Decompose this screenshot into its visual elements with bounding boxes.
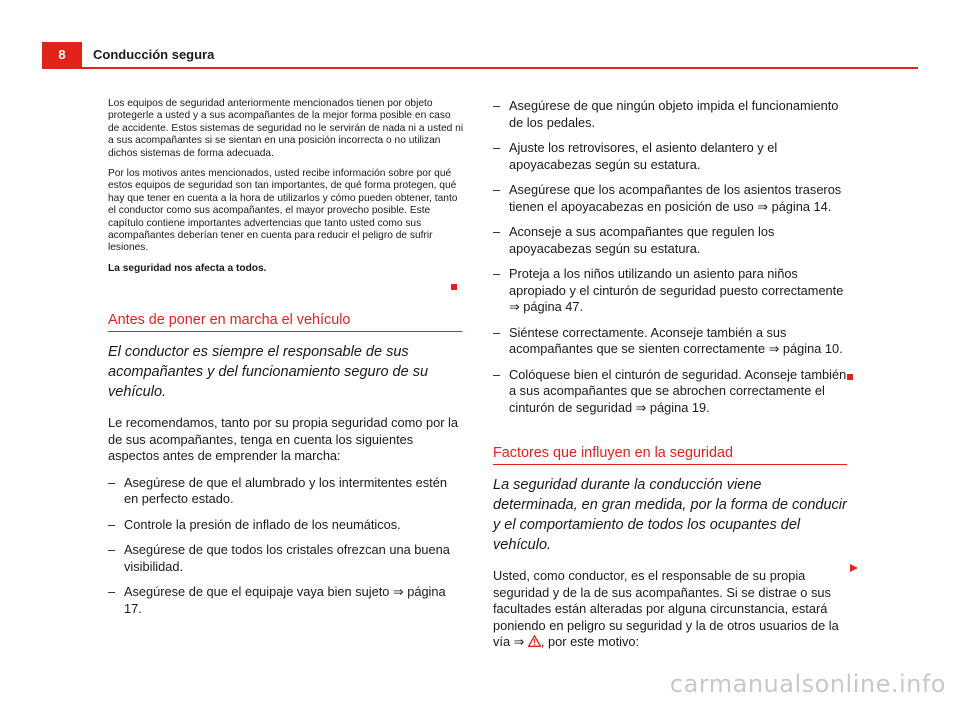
list-item: – Colóquese bien el cinturón de seguridad. Aconseje también a sus acompañantes que se abrochen correctamente el cinturón de seguridad ⇒ página 19. xyxy=(493,366,847,415)
dash-bullet: – xyxy=(493,224,501,239)
list-item: – Asegúrese de que el alumbrado y los intermitentes estén en perfecto estado. xyxy=(108,474,447,507)
list-item: – Proteja a los niños utilizando un asiento para niños apropiado y el cinturón de seguridad puesto correctamente ⇒ página 47. xyxy=(493,266,844,314)
checklist-continued xyxy=(493,98,849,416)
dash-bullet: – xyxy=(108,474,116,490)
intro-paragraph: Los equipos de seguridad anteriormente mencionados tienen por objeto protegerle a usted y a sus acompañantes de la mejor forma posible en caso de accidente. Estos sistemas de seguridad no le servirán de nada ni a usted ni a sus acompañantes si se sientan en una posición incorrecta o no utilizan dichos sistemas de forma adecuada. xyxy=(108,98,464,159)
warning-triangle-icon[interactable] xyxy=(528,635,541,652)
dash-bullet: – xyxy=(108,584,116,600)
section-body: Usted, como conductor, es el responsable de su propia seguridad y de la de sus acompañantes. Si se distrae o sus facultades están alteradas por alguna circunstancia, estará poniendo en peligro su seguridad y la de otros usuarios de la vía ⇒ , por este motivo: xyxy=(493,568,849,652)
section-lead: La seguridad durante la conducción viene determinada, en gran medida, por la forma de conducir y el comportamiento de todos los ocupantes del vehículo. xyxy=(493,477,847,553)
list-item: – Controle la presión de inflado de los neumáticos. xyxy=(108,516,401,532)
list-item: – Asegúrese de que ningún objeto impida el funcionamiento de los pedales. xyxy=(493,98,839,130)
chapter-title: Conducción segura xyxy=(93,47,215,62)
section-end-square-icon xyxy=(847,374,853,380)
dash-bullet: – xyxy=(493,324,501,340)
watermark: carmanualsonline.info xyxy=(669,670,946,698)
section-heading-antes: Antes de poner en marcha el vehículo xyxy=(108,312,462,332)
header-rule xyxy=(42,67,918,69)
dash-bullet: – xyxy=(493,266,501,281)
right-column xyxy=(493,98,849,652)
section-end-square-icon xyxy=(451,284,457,290)
checklist-before-driving xyxy=(108,475,464,618)
page-number: 8 xyxy=(42,42,82,67)
section-heading-factores: Factores que influyen en la seguridad xyxy=(493,445,847,465)
section-body: Le recomendamos, tanto por su propia seguridad como por la de sus acompañantes, tenga en cuenta los siguientes aspectos antes de emprender la marcha: xyxy=(108,415,458,464)
closing-statement: La seguridad nos afecta a todos. xyxy=(108,262,267,274)
list-item: – Ajuste los retrovisores, el asiento delantero y el apoyacabezas según su estatura. xyxy=(493,140,778,172)
continue-arrow-icon xyxy=(850,564,858,572)
dash-bullet: – xyxy=(108,516,116,532)
dash-bullet: – xyxy=(493,182,501,197)
list-item: – Asegúrese que los acompañantes de los asientos traseros tienen el apoyacabezas en posición de uso ⇒ página 14. xyxy=(493,182,842,214)
dash-bullet: – xyxy=(493,98,501,113)
list-item: – Asegúrese de que todos los cristales ofrezcan una buena visibilidad. xyxy=(108,542,450,574)
dash-bullet: – xyxy=(493,140,501,155)
dash-bullet: – xyxy=(108,542,116,558)
list-item: – Asegúrese de que el equipaje vaya bien sujeto ⇒ página 17. xyxy=(108,584,446,616)
section-lead: El conductor es siempre el responsable de sus acompañantes y del funcionamiento seguro de su vehículo. xyxy=(108,344,429,401)
left-column xyxy=(108,98,464,626)
list-item: – Aconseje a sus acompañantes que regulen los apoyacabezas según su estatura. xyxy=(493,224,775,256)
intro-paragraph: Por los motivos antes mencionados, usted recibe información sobre por qué estos equipos de seguridad son tan importantes, de qué forma protegen, qué hay que tener en cuenta a la hora de utilizarlos y cómo pueden obtener, tanto el conductor como sus acompañantes, el mayor provecho posible. Este capítulo contiene importantes advertencias que tanto usted como sus acompañantes deberían tener en cuenta para reducir el peligro de sufrir lesiones. xyxy=(108,168,458,254)
dash-bullet: – xyxy=(493,366,501,382)
list-item: – Siéntese correctamente. Aconseje también a sus acompañantes que se sienten correctamente ⇒ página 10. xyxy=(493,324,843,356)
